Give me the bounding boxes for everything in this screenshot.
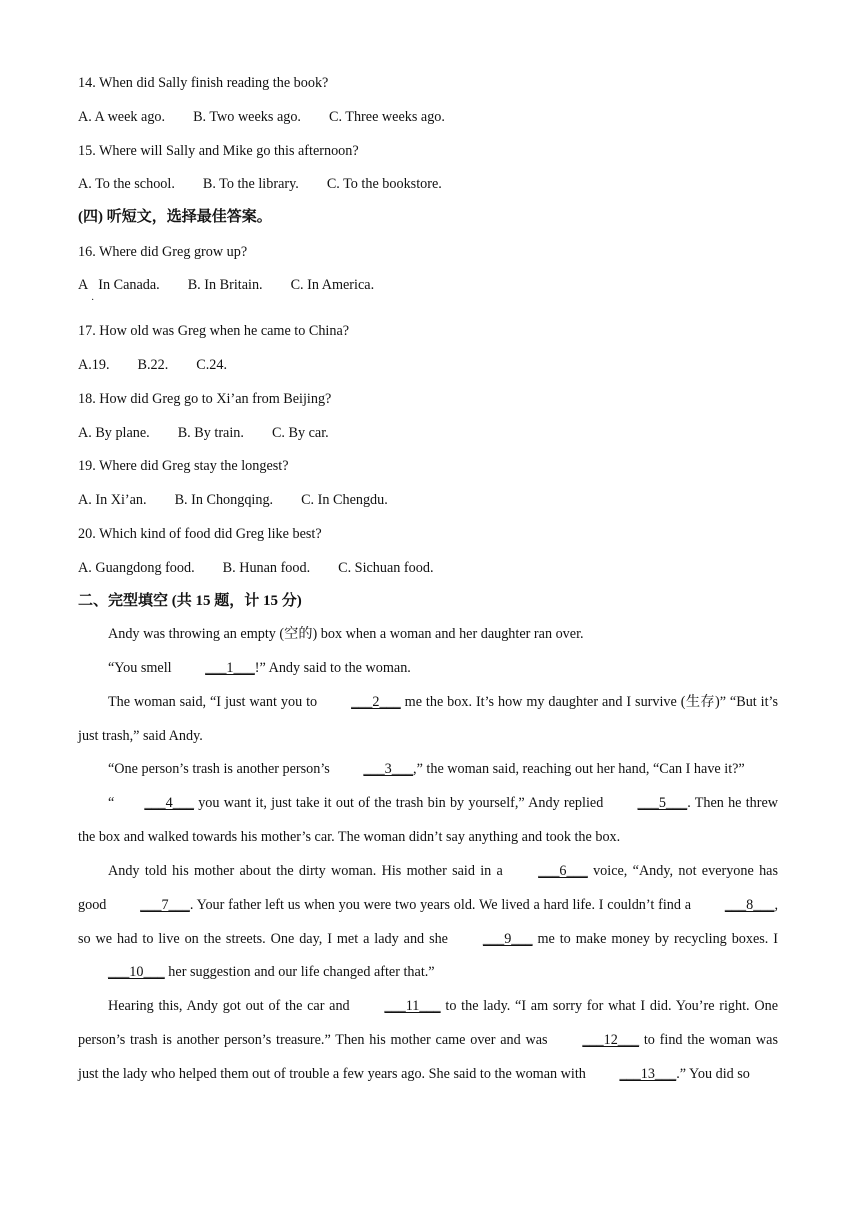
- cloze-paragraph-2: [78, 652, 778, 686]
- options-16: [78, 275, 374, 295]
- option-c: C. Sichuan food.: [338, 560, 434, 576]
- option-c: C. By car.: [271, 425, 329, 441]
- option-a: A. By plane.: [78, 425, 150, 441]
- text: you want it, just take it out of the trash bin by yourself,” Andy replied: [193, 795, 608, 811]
- text: “: [108, 795, 115, 811]
- blank-12: ___12___: [582, 1031, 640, 1048]
- blank-3: ___3___: [363, 761, 414, 777]
- text: “You smell: [108, 660, 176, 676]
- section-4-heading: (四) 听短文，选择最佳答案。: [78, 209, 272, 225]
- option-a: A.19.: [78, 357, 110, 373]
- text: . Your father left us when you were two years old. We lived a hard life. I couldn’t find a: [189, 896, 695, 913]
- question-14: 14. When did Sally finish reading the book?: [78, 75, 329, 91]
- text: me to make money by recycling boxes. I: [532, 930, 778, 947]
- options-19: [78, 490, 388, 510]
- text: Hearing this, Andy got out of the car and: [108, 998, 355, 1014]
- option-a: A. To the school.: [78, 176, 175, 192]
- option-b: B. In Britain.: [187, 277, 263, 293]
- text: !” Andy said to the woman.: [254, 660, 411, 676]
- text: to the lady. “I am sorry for what I did. You’re right. One person’s trash is another person’s treasure.” Then his mother came over and was: [78, 998, 778, 1048]
- option-b: B. Hunan food.: [222, 560, 311, 576]
- question-18: 18. How did Greg go to Xi’an from Beijing?: [78, 391, 332, 407]
- option-a: A. A week ago.: [78, 109, 166, 125]
- option-b: B.22.: [137, 357, 169, 373]
- question-19: 19. Where did Greg stay the longest?: [78, 458, 289, 474]
- stray-dot-mark: ·: [91, 295, 95, 306]
- cloze-paragraph-7: [78, 990, 778, 1091]
- option-a: In Canada.: [98, 277, 160, 293]
- options-15: [78, 174, 442, 194]
- question-20: 20. Which kind of food did Greg like best?: [78, 526, 322, 542]
- cloze-paragraph-1: Andy was throwing an empty (空的) box when a woman and her daughter ran over.: [108, 626, 584, 642]
- text: The woman said, “I just want you to: [108, 694, 322, 710]
- cloze-heading: 二、完型填空 (共 15 题，计 15 分): [78, 593, 302, 609]
- options-20: [78, 558, 434, 578]
- option-c: C. In America.: [290, 277, 375, 293]
- text: , so we had to live on the streets. One day, I met a lady and she: [78, 896, 779, 947]
- question-16: 16. Where did Greg grow up?: [78, 244, 248, 260]
- cloze-paragraph-3: [78, 686, 778, 754]
- cloze-paragraph-6: [78, 855, 778, 990]
- text: voice, “Andy, not everyone has good: [78, 863, 778, 913]
- options-14: [78, 107, 445, 127]
- text: .” You did so: [676, 1065, 750, 1082]
- blank-2: ___2___: [351, 694, 401, 710]
- text: . Then he threw the box and walked towards his mother’s car. The woman didn’t say anything and took the box.: [78, 795, 778, 845]
- cloze-paragraph-5: [78, 787, 778, 855]
- option-b: B. In Chongqing.: [174, 492, 274, 508]
- option-a-letter: A: [78, 277, 89, 293]
- blank-6: ___6___: [538, 863, 588, 879]
- option-b: B. Two weeks ago.: [193, 109, 301, 125]
- option-c: C.24.: [196, 357, 228, 373]
- option-c: C. To the bookstore.: [326, 176, 442, 192]
- text: me the box. It’s how my daughter and I survive (生存)” “But it’s just trash,” said Andy.: [78, 694, 779, 744]
- blank-13: ___13___: [619, 1065, 677, 1082]
- option-a: A. Guangdong food.: [78, 560, 195, 576]
- blank-11: ___11___: [384, 998, 441, 1014]
- question-15: 15. Where will Sally and Mike go this afternoon?: [78, 143, 359, 159]
- question-17: 17. How old was Greg when he came to China?: [78, 323, 350, 339]
- blank-4: ___4___: [144, 795, 194, 811]
- option-c: C. Three weeks ago.: [328, 109, 445, 125]
- blank-1: ___1___: [205, 660, 255, 676]
- cloze-paragraph-4: [78, 753, 778, 787]
- text: ,” the woman said, reaching out her hand, “Can I have it?”: [413, 761, 745, 777]
- blank-5: ___5___: [637, 795, 688, 811]
- blank-10: ___10___: [108, 964, 165, 981]
- option-b: B. By train.: [177, 425, 244, 441]
- blank-7: ___7___: [140, 896, 190, 913]
- option-b: B. To the library.: [202, 176, 299, 192]
- options-18: [78, 423, 329, 443]
- options-17: [78, 355, 227, 375]
- option-a: A. In Xi’an.: [78, 492, 147, 508]
- text: her suggestion and our life changed after that.”: [164, 964, 435, 981]
- blank-9: ___9___: [482, 930, 533, 947]
- blank-8: ___8___: [724, 896, 775, 913]
- text: “One person’s trash is another person’s: [108, 761, 334, 777]
- text: Andy told his mother about the dirty woman. His mother said in a: [108, 863, 509, 879]
- option-c: C. In Chengdu.: [301, 492, 388, 508]
- text: to find the woman was just the lady who helped them out of trouble a few years ago. She said to the woman with: [78, 1031, 778, 1082]
